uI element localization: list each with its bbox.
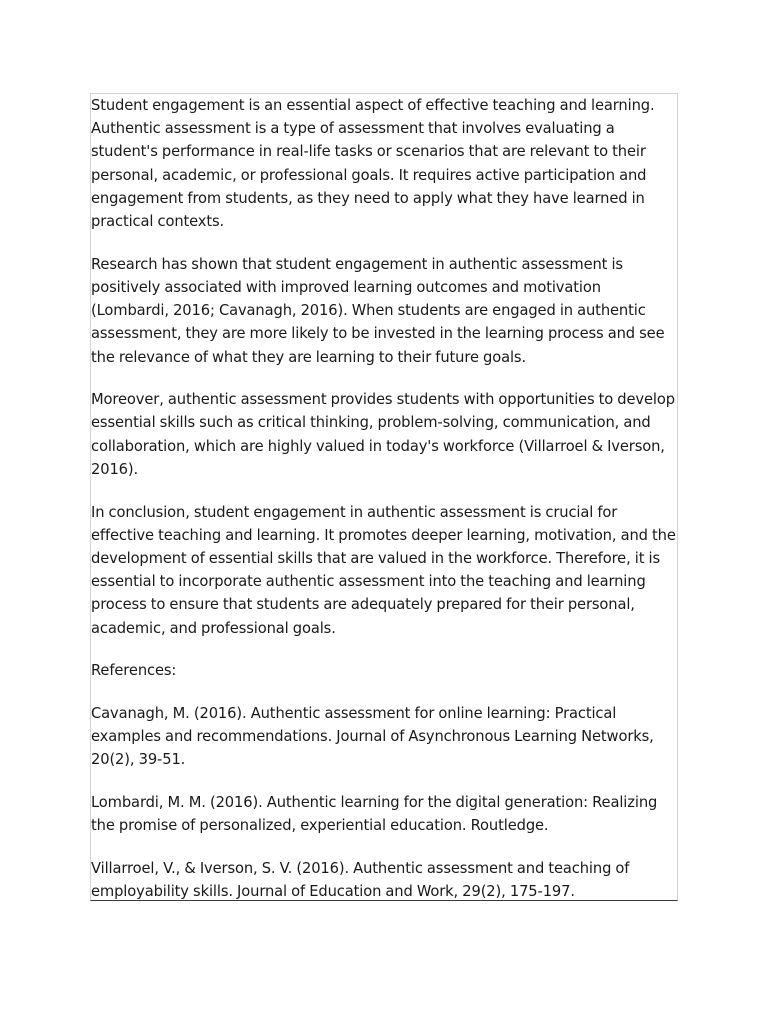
skills-paragraph: Moreover, authentic assessment provides students with opportunities to develop essential skills such as critical thinking, problem-solving, communication, and collaboration, which are highly valued in today's workforce (Villarroel & Iverson, 2016). bbox=[91, 391, 675, 478]
intro-paragraph: Student engagement is an essential aspect of effective teaching and learning. Authentic assessment is a type of assessment that involves evaluating a student's performance in real-life tasks or scenarios that are relevant to their personal, academic, or professional goals. It requires active participation and engagement from students, as they need to apply what they have learned in practical contexts. bbox=[91, 97, 655, 231]
document-frame bbox=[90, 93, 678, 901]
reference-item-lombardi: Lombardi, M. M. (2016). Authentic learning for the digital generation: Realizing the promise of personalized, experiential education. Routledge. bbox=[91, 794, 658, 835]
reference-item-cavanagh: Cavanagh, M. (2016). Authentic assessment for online learning: Practical examples and recommendations. Journal of Asynchronous Learning Networks, 20(2), 39-51. bbox=[91, 704, 654, 769]
references-heading: References: bbox=[91, 662, 177, 680]
reference-item-villarroel: Villarroel, V., & Iverson, S. V. (2016). Authentic assessment and teaching of employability skills. Journal of Education and Work, 29(2), 175-197. bbox=[91, 859, 630, 901]
conclusion-paragraph: In conclusion, student engagement in authentic assessment is crucial for effective teaching and learning. It promotes deeper learning, motivation, and the development of essential skills that are valued in the workforce. Therefore, it is essential to incorporate authentic assessment into the teaching and learning process to ensure that students are adequately prepared for their personal, academic, and professional goals. bbox=[91, 503, 676, 637]
document-body bbox=[91, 94, 678, 901]
research-paragraph: Research has shown that student engagement in authentic assessment is positively associated with improved learning outcomes and motivation (Lombardi, 2016; Cavanagh, 2016). When students are engaged in authentic assessment, they are more likely to be invested in the learning process and see the relevance of what they are learning to their future goals. bbox=[91, 255, 665, 366]
